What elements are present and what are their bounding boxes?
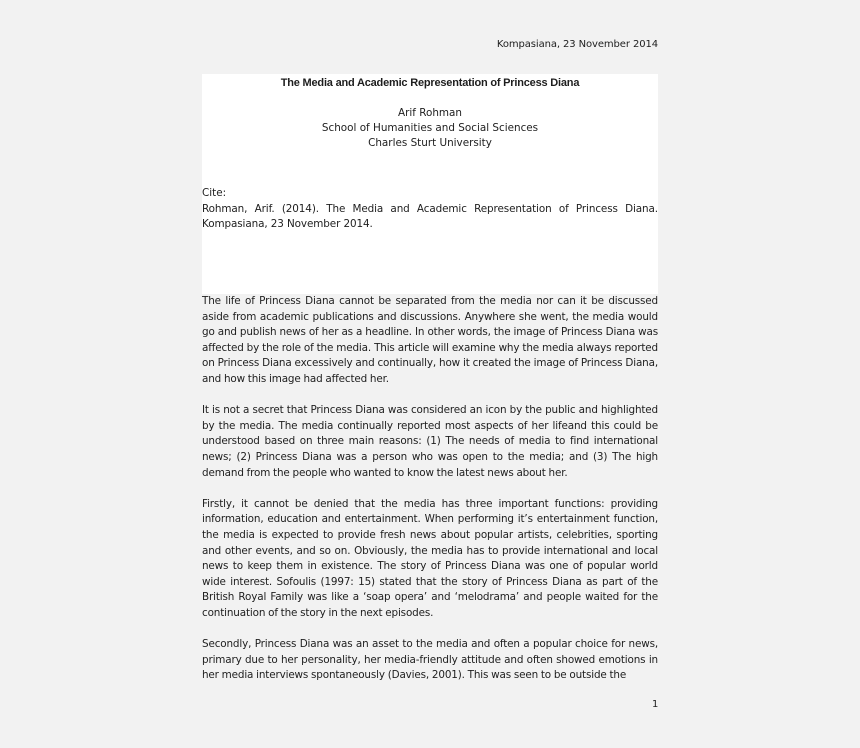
document-content [202,74,658,699]
cite-reference: Rohman, Arif. (2014). The Media and Academic Representation of Princess Diana. Kompasiana, 23 November 2014. [202,202,658,231]
author-block [202,92,658,186]
paragraph-4: Secondly, Princess Diana was an asset to the media and often a popular choice for news, primary due to her personality, her media-friendly attitude and often showed emotions in her media interviews spontaneously (Davies, 2001). This was seen to be outside the [202,638,658,682]
page-number: 1 [652,699,659,710]
paragraph-2: It is not a secret that Princess Diana was considered an icon by the public and highlighted by the media. The media continually reported most aspects of her lifeand this could be understood based on three main reasons: (1) The needs of media to find international news; (2) Princess Diana was a person who was open to the media; and (3) The high demand from the people who wanted to know the latest news about her. [202,404,658,479]
cite-block [202,186,658,294]
paragraph-1: The life of Princess Diana cannot be separated from the media nor can it be discussed aside from academic publications and discussions. Anywhere she went, the media would go and publish news of her as a headline. In other words, the image of Princess Diana was affected by the role of the media. This article will examine why the media always reported on Princess Diana excessively and continually, how it created the image of Princess Diana, and how this image had affected her. [202,295,658,385]
document-title: The Media and Academic Representation of Princess Diana [202,74,658,92]
author-name: Arif Rohman [398,107,462,119]
author-school: School of Humanities and Social Sciences [321,122,539,134]
body-text [202,294,658,684]
cite-label: Cite: [202,187,227,199]
author-university: Charles Sturt University [368,137,492,149]
header-date: Kompasiana, 23 November 2014 [496,39,658,50]
paragraph-3: Firstly, it cannot be denied that the media has three important functions: providing information, education and entertainment. When performing it’s entertainment function, the media is expected to provide fresh news about popular artists, celebrities, sporting and other events, and so on. Obviously, the media has to provide international and local news to keep them in existence. The story of Princess Diana was one of popular world wide interest. Sofoulis (1997: 15) stated that the story of Princess Diana as part of the British Royal Family was like a ‘soap opera’ and ‘melodrama’ and people waited for the continuation of the story in the next episodes. [202,497,658,619]
